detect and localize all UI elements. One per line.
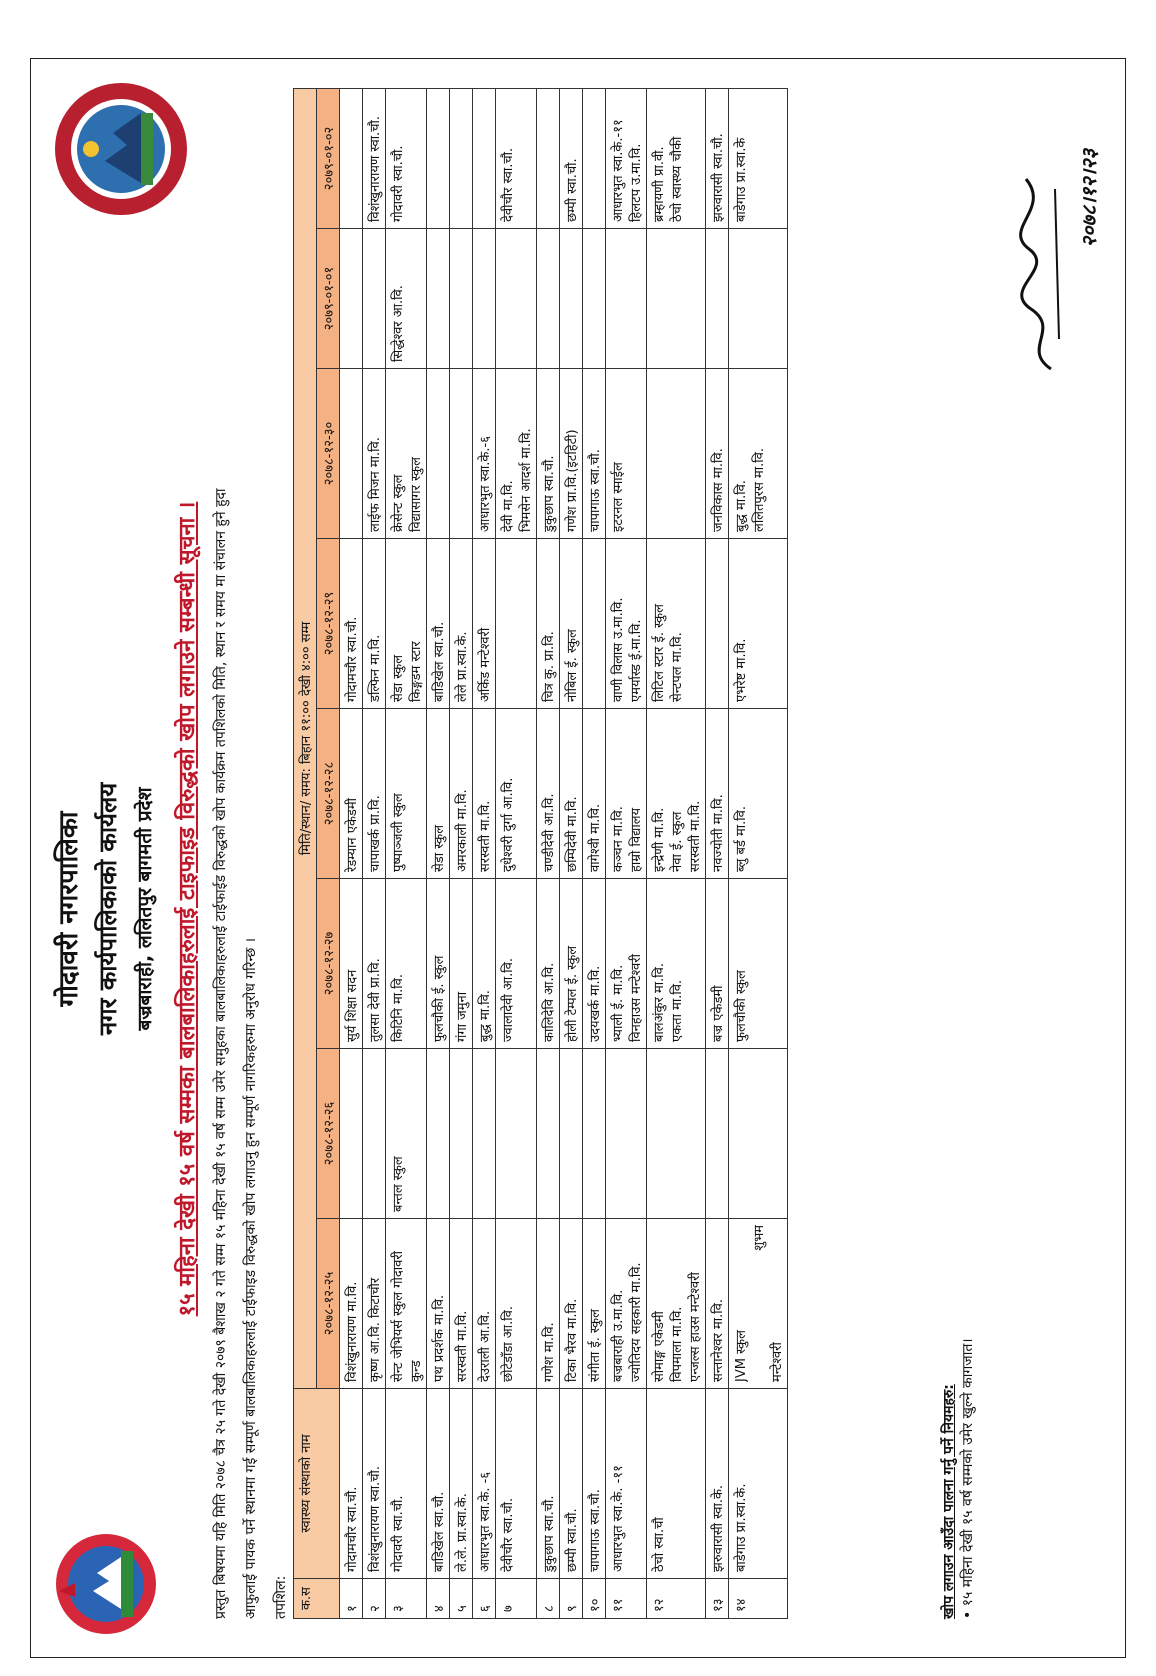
schedule-cell [340, 229, 363, 369]
schedule-cell [427, 229, 450, 369]
cell-line: भ्याली ई. मा.वि. [611, 964, 626, 1042]
schedule-cell [427, 1219, 450, 1389]
signature-icon [1011, 149, 1071, 379]
cell-line: वागेश्वी मा.वि. [588, 803, 603, 872]
signature [1011, 149, 1101, 379]
cell-line: झरुवारासी स्वा.चौ. [711, 133, 726, 222]
cell-extra: शुभम [752, 1225, 767, 1251]
row-org-name: ले.ले. प्रा.स्वा.के. [450, 1389, 473, 1579]
date-header: २०७८-१२-२५ [317, 1219, 340, 1389]
schedule-cell [560, 88, 583, 228]
cell-line: JVM स्कुल [734, 1330, 749, 1382]
schedule-cell [496, 1049, 537, 1219]
cell-line: क्रेसेन्ट स्कुल [391, 474, 406, 532]
cell-line: विशंखुनारायण मा.वि. [345, 1281, 360, 1382]
row-org-name: बाडेगाउ प्रा.स्वा.के. [729, 1389, 788, 1579]
schedule-cell [473, 229, 496, 369]
schedule-cell [386, 879, 427, 1049]
cell-line: सेन्ट जेभियर्स स्कुल गोदावरी [391, 1250, 406, 1382]
schedule-cell [647, 539, 706, 709]
schedule-cell [340, 1049, 363, 1219]
schedule-cell [427, 709, 450, 879]
table-body [340, 88, 788, 1618]
schedule-cell [583, 1049, 606, 1219]
cell-line: नोबिल ई. स्कुल [565, 629, 580, 702]
schedule-cell [340, 88, 363, 228]
schedule-cell [473, 539, 496, 709]
schedule-cell [386, 88, 427, 228]
schedule-cell [706, 879, 729, 1049]
date-header: २०७८-१२-२९ [317, 539, 340, 709]
row-org-name: बाडिखेल स्वा.चौ. [427, 1389, 450, 1579]
schedule-cell [729, 539, 788, 709]
schedule-cell [606, 1219, 647, 1389]
signature-date: २०७८।१२।२३ [1077, 149, 1101, 248]
row-sn: ६ [473, 1579, 496, 1619]
row-sn: ७ [496, 1579, 537, 1619]
schedule-cell [560, 369, 583, 539]
cell-line: इटरनल स्माईल [611, 462, 626, 532]
cell-line: सेडा स्कुल [391, 654, 406, 702]
cell-line: वाणी विलास उ.मा.वि. [611, 597, 626, 702]
row-org-name: ठेचो स्वा.चौ [647, 1389, 706, 1579]
schedule-cell [706, 1049, 729, 1219]
cell-line: एकता मा.वि. [670, 979, 685, 1042]
schedule-cell [583, 709, 606, 879]
cell-line: पथ प्रदर्शक मा.वि. [432, 1294, 447, 1382]
row-org-name: चापागाऊ स्वा.चौ. [583, 1389, 606, 1579]
cell-line: सेडा स्कुल [432, 824, 447, 872]
cell-line: डुकुछाप स्वा.चौ. [542, 455, 557, 532]
row-org-name: डुकुछाप स्वा.चौ. [537, 1389, 560, 1579]
cell-line: विशंखुनारायण स्वा.चौ. [368, 116, 383, 222]
schedule-cell [450, 369, 473, 539]
schedule-cell [729, 709, 788, 879]
schedule-cell [647, 229, 706, 369]
table-row [340, 88, 363, 1618]
table-row [427, 88, 450, 1618]
cell-line: आधारभुत स्वा.के.-६ [478, 436, 493, 532]
cell-line: सरस्वती मा.वि. [478, 800, 493, 872]
cell-line: फुलचौकी ई. स्कुल [432, 955, 447, 1042]
schedule-cell [706, 539, 729, 709]
schedule-cell [340, 1219, 363, 1389]
cell-line: किङ्गडम स्टार [409, 641, 424, 702]
cell-line: लाईफ मिजन मा.वि. [368, 437, 383, 532]
cell-line: सिद्धेश्वर आ.वि. [391, 285, 406, 362]
schedule-cell [473, 709, 496, 879]
schedule-cell [473, 879, 496, 1049]
schedule-cell [729, 879, 788, 1049]
cell-line: लेले प्रा.स्वा.के. [455, 631, 470, 702]
schedule-cell [560, 229, 583, 369]
cell-line: हाम्रो विद्यालय [629, 807, 644, 872]
cell-line: छम्पिदेवी मा.वि. [565, 796, 580, 872]
schedule-cell [496, 229, 537, 369]
row-org-name: गोदामचौर स्वा.चौ. [340, 1389, 363, 1579]
row-sn: १२ [647, 1579, 706, 1619]
row-org-name: झरुवारासी स्वा.के. [706, 1389, 729, 1579]
cell-line: बज्रबाराही उ.मा.वि. [611, 1289, 626, 1382]
table-row [560, 88, 583, 1618]
rules-title: खोप लगाउन आउँदा पालना गर्नु पर्ने नियमहरु: [941, 1384, 957, 1619]
cell-line: किटिनि मा.वि. [391, 974, 406, 1042]
cell-line: गणेश मा.वि. [542, 1322, 557, 1382]
row-org-name: आधारभुत स्वा.के. -११ [606, 1389, 647, 1579]
cell-line: गोदावरी स्वा.चौ. [391, 145, 406, 222]
schedule-cell [496, 1219, 537, 1389]
table-row [583, 88, 606, 1618]
table-row [606, 88, 647, 1618]
cell-line: चण्डीदेवी आ.वि. [542, 793, 557, 872]
schedule-cell [450, 879, 473, 1049]
cell-line: एभरेष्ट मा.वि. [734, 638, 749, 702]
schedule-cell [427, 539, 450, 709]
schedule-cell [583, 539, 606, 709]
schedule-cell [363, 88, 386, 228]
schedule-cell [729, 88, 788, 228]
cell-line: बुद्ध मा.वि. [734, 480, 749, 532]
schedule-cell [537, 229, 560, 369]
cell-line: कञ्चन मा.वि. [611, 806, 626, 872]
date-header: २०७८-१२-२८ [317, 709, 340, 879]
schedule-cell [537, 879, 560, 1049]
schedule-cell [386, 229, 427, 369]
cell-line: चापागाऊ स्वा.चौ. [588, 449, 603, 532]
cell-line: बाडिखेल स्वा.चौ. [432, 621, 447, 702]
schedule-cell [606, 229, 647, 369]
schedule-cell [606, 88, 647, 228]
cell-line: बन्तल स्कुल [391, 1156, 406, 1212]
cell-line: भिमसेन आदर्श मा.वि. [519, 428, 534, 532]
table-row [647, 88, 706, 1618]
schedule-cell [340, 539, 363, 709]
schedule-cell [606, 539, 647, 709]
cell-line: नवज्योती मा.वि. [711, 794, 726, 872]
row-org-name: आधारभुत स्वा.के. -६ [473, 1389, 496, 1579]
cell-line: सरस्वती मा.वि. [455, 1310, 470, 1382]
cell-line: बुद्ध मा.वि. [478, 990, 493, 1042]
table-row [729, 88, 788, 1618]
schedule-cell [647, 1219, 706, 1389]
date-header: २०७८-१२-३० [317, 369, 340, 539]
cell-line: इन्द्रेणी मा.वि. [652, 807, 667, 872]
cell-line: सरस्वती मा.वि. [688, 800, 703, 872]
municipality-logo-icon [51, 79, 191, 219]
cell-line: नेवा ई. स्कुल [670, 811, 685, 872]
schedule-cell [363, 1219, 386, 1389]
row-sn: २ [363, 1579, 386, 1619]
row-sn: ८ [537, 1579, 560, 1619]
schedule-cell [496, 369, 537, 539]
schedule-cell [363, 1049, 386, 1219]
cell-line: एमर्यास्ड ई.मा.वि. [629, 619, 644, 702]
row-sn: ३ [386, 1579, 427, 1619]
schedule-cell [386, 709, 427, 879]
schedule-cell [729, 1049, 788, 1219]
cell-line: उदयखर्क मा.वि. [588, 965, 603, 1042]
schedule-cell [363, 879, 386, 1049]
date-header: २०७८-१२-२६ [317, 1049, 340, 1219]
cell-line: जनविकास मा.वि. [711, 448, 726, 532]
intro-line-2: आफुलाई पायक पर्ने स्थानमा गई सम्पूर्ण बालबालिकाहरुलाई टाईफाइड विरुद्धको खोप लगाउनु हुन सम्पूर्ण नागरिकहरुमा अनुरोध गरिन्छ । [243, 937, 259, 1619]
table-row [450, 88, 473, 1618]
cell-line: छम्पी स्वा.चौ. [565, 158, 580, 222]
schedule-cell [427, 879, 450, 1049]
schedule-cell [450, 1049, 473, 1219]
rotated-page [31, 59, 1127, 1659]
cell-line: डल्फिन मा.वि. [368, 634, 383, 702]
schedule-cell [450, 1219, 473, 1389]
date-header: २०७९-०१-०१ [317, 229, 340, 369]
cell-line: बालअंकुर मा.वि. [652, 963, 667, 1042]
table-row [473, 88, 496, 1618]
date-header: २०७९-०१-०२ [317, 88, 340, 228]
schedule-cell [450, 539, 473, 709]
schedule-cell [606, 369, 647, 539]
schedule-cell [386, 539, 427, 709]
vaccination-schedule-table [293, 88, 788, 1619]
schedule-cell [363, 709, 386, 879]
rules-item: • १५ महिना देखी १५ वर्ष सम्मको उमेर खुल्ने कागजात। [960, 1338, 976, 1619]
cell-line: कृष्ण आ.वि. किटाचौर [368, 1277, 383, 1382]
schedule-cell [450, 88, 473, 228]
office-name: नगर कार्यपालिकाको कार्यलय [94, 782, 122, 1036]
schedule-cell [706, 229, 729, 369]
schedule-cell [473, 1219, 496, 1389]
cell-line: ब्रम्हायणी प्रा.वी. [652, 146, 667, 222]
schedule-cell [450, 229, 473, 369]
schedule-cell [427, 369, 450, 539]
date-header: २०७८-१२-२७ [317, 879, 340, 1049]
row-sn: ५ [450, 1579, 473, 1619]
header-org: स्वास्थ्य संस्थाको नाम [294, 1389, 340, 1579]
table-row [363, 88, 386, 1618]
cell-line: कालिदेवि आ.वि. [542, 962, 557, 1042]
schedule-cell [427, 88, 450, 228]
cell-line: फुलचौकी स्कुल [734, 970, 749, 1042]
schedule-cell [450, 709, 473, 879]
schedule-cell [496, 88, 537, 228]
cell-line: कुन्ड [409, 1360, 424, 1382]
cell-line: एन्जल्स हाउस मन्टेश्वरी [688, 1272, 703, 1382]
table-label: तपशिल: [273, 1575, 289, 1619]
document-frame [30, 58, 1126, 1658]
schedule-cell [537, 88, 560, 228]
schedule-cell [363, 369, 386, 539]
schedule-cell [583, 879, 606, 1049]
row-sn: १३ [706, 1579, 729, 1619]
schedule-cell [583, 369, 606, 539]
nepal-emblem-icon [51, 1529, 161, 1639]
schedule-cell [473, 1049, 496, 1219]
schedule-cell [473, 369, 496, 539]
table-row [386, 88, 427, 1618]
schedule-cell [560, 709, 583, 879]
cell-line: ज्वालादेवी आ.वि. [501, 958, 516, 1042]
cell-line: चापाखर्क प्रा.वि. [368, 795, 383, 872]
cell-line: देउराली आ.वि. [478, 1310, 493, 1382]
schedule-cell [496, 879, 537, 1049]
cell-line: होली टेम्पल ई. स्कुल [565, 945, 580, 1042]
schedule-cell [583, 88, 606, 228]
cell-line: हिलटप उ.मा.वि. [629, 143, 644, 222]
schedule-cell [473, 88, 496, 228]
table-row [537, 88, 560, 1618]
schedule-cell [729, 1219, 788, 1389]
schedule-cell [706, 709, 729, 879]
schedule-cell [386, 1219, 427, 1389]
cell-line: विनहाउस मन्टेश्वरी [629, 954, 644, 1042]
row-sn: १ [340, 1579, 363, 1619]
cell-line: ब्लु बर्ड मा.वि. [734, 806, 749, 872]
schedule-cell [427, 1049, 450, 1219]
cell-line: छोटेडाँडा आ.वि. [501, 1306, 516, 1382]
row-org-name: विशंखुनारायण स्वा.चौ. [363, 1389, 386, 1579]
schedule-cell [706, 1219, 729, 1389]
cell-line: गोदामचौर स्वा.चौ. [345, 616, 360, 702]
cell-line: बज्र एकेडमी [711, 985, 726, 1042]
row-sn: १० [583, 1579, 606, 1619]
cell-line: गणेश प्रा.वि.(इटहिटी) [565, 429, 580, 532]
cell-line: लिटिल स्टार ई. स्कुल [652, 604, 667, 702]
rules-section [939, 1338, 977, 1619]
cell-line: अर्किड मन्टेश्वरी [478, 627, 493, 702]
schedule-cell [647, 88, 706, 228]
cell-line: ठेचो स्वास्थ्य चौकी [670, 136, 685, 222]
table-row [706, 88, 729, 1618]
schedule-cell [537, 709, 560, 879]
schedule-cell [647, 709, 706, 879]
cell-line: आधारभुत स्वा.के.-११ [611, 119, 626, 222]
cell-line: विद्यासागर स्कुल [409, 457, 424, 532]
schedule-cell [560, 879, 583, 1049]
header-sn: क.स [294, 1579, 340, 1619]
schedule-cell [706, 369, 729, 539]
cell-line: चित्र कु. प्रा.वि. [542, 631, 557, 702]
cell-line: दुधेश्वरी दुर्गा आ.वि. [501, 777, 516, 872]
cell-line: अमरकाली मा.वि. [455, 789, 470, 872]
table-row [496, 88, 537, 1618]
cell-line: देवी मा.वि. [501, 480, 516, 532]
schedule-cell [363, 539, 386, 709]
header-banner: मिति/स्थान/ समय: बिहान ११:०० देखी ४:०० सम्म [294, 88, 317, 1388]
schedule-cell [537, 539, 560, 709]
cell-line: तुलसा देवी प्रा.वि. [368, 958, 383, 1042]
schedule-cell [537, 369, 560, 539]
row-org-name: देवीचौर स्वा.चौ. [496, 1389, 537, 1579]
cell-line: सेन्टपल मा.वि. [670, 632, 685, 702]
schedule-cell [560, 1219, 583, 1389]
schedule-cell [583, 229, 606, 369]
cell-line: सुर्य शिक्षा सदन [345, 969, 360, 1042]
municipality-name: गोदावरी नगरपालिका [54, 811, 84, 1007]
schedule-cell [647, 1049, 706, 1219]
schedule-cell [537, 1219, 560, 1389]
cell-line: विपमाला मा.वि. [670, 1306, 685, 1382]
schedule-cell [729, 229, 788, 369]
schedule-cell [537, 1049, 560, 1219]
cell-line: मन्टेश्वरी [770, 1342, 785, 1382]
schedule-cell [496, 709, 537, 879]
schedule-cell [729, 369, 788, 539]
schedule-cell [647, 879, 706, 1049]
cell-line: ललितपुरस मा.वि. [752, 447, 767, 532]
cell-line: गंगा जमुना [455, 991, 470, 1042]
cell-line: टिका भैरव मा.वि. [565, 1298, 580, 1382]
schedule-cell [560, 539, 583, 709]
schedule-cell [496, 539, 537, 709]
schedule-cell [340, 709, 363, 879]
row-org-name: छम्पी स्वा.चौ. [560, 1389, 583, 1579]
cell-line: संगीता ई. स्कुल [588, 1309, 603, 1382]
schedule-cell [386, 1049, 427, 1219]
cell-line: रेडम्यान एकेडमी [345, 797, 360, 872]
schedule-cell [340, 369, 363, 539]
schedule-cell [606, 709, 647, 879]
schedule-cell [363, 229, 386, 369]
cell-line: बाडेगाउ प्रा.स्वा.के [734, 137, 749, 222]
row-sn: १४ [729, 1579, 788, 1619]
schedule-cell [340, 879, 363, 1049]
schedule-cell [583, 1219, 606, 1389]
row-sn: ११ [606, 1579, 647, 1619]
schedule-cell [647, 369, 706, 539]
cell-line: सन्तानेश्वर मा.वि. [711, 1299, 726, 1382]
schedule-cell [606, 879, 647, 1049]
schedule-cell [386, 369, 427, 539]
cell-line: पुष्पाञ्जली स्कुल [391, 793, 406, 872]
notice-title: १५ महिना देखी १५ वर्ष सम्मका बालबालिकाहरुलाई टाइफाइड विरुद्धको खोप लगाउने सम्बन्धी सूचना । [175, 501, 200, 1317]
row-org-name: गोदावरी स्वा.चौ. [386, 1389, 427, 1579]
schedule-cell [706, 88, 729, 228]
row-sn: ९ [560, 1579, 583, 1619]
intro-line-1: प्रस्तुत बिषयमा यहि मिति २०७८ चैत्र २५ गते देखी २०७९ बैशाख २ गते सम्म १५ महिना देखी १५ वर्ष सम्म उमेर समुहका बालबालिकाहरुलाई टाईफाईड विरुद्धको खोप कार्यक्रम तपशिलको मिति, स्थान र समय मा संचालन हुने हुदा [213, 488, 229, 1619]
schedule-cell [606, 1049, 647, 1219]
row-sn: ४ [427, 1579, 450, 1619]
cell-line: देवीचौर स्वा.चौ. [501, 147, 516, 222]
cell-line: ज्योतिदय सहकारी मा.वि. [629, 1262, 644, 1382]
cell-line: सोमाङ्ग एकेडमी [652, 1311, 667, 1382]
office-address: बज्रबाराही, ललितपुर बागमती प्रदेश [134, 787, 156, 1031]
schedule-cell [560, 1049, 583, 1219]
